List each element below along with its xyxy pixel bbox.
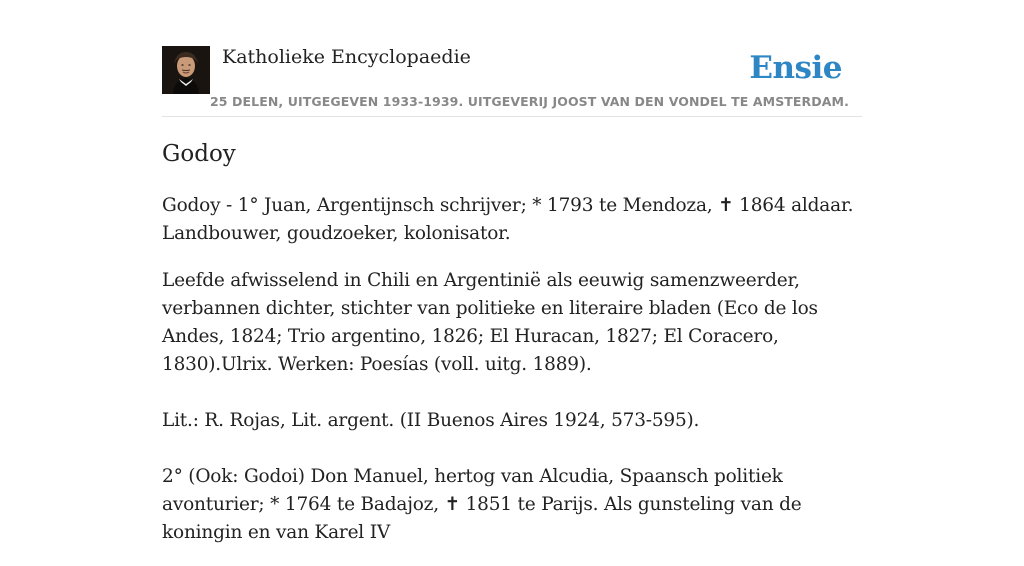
- site-subtitle: 25 DELEN, UITGEGEVEN 1933-1939. UITGEVERIJ JOOST VAN DEN VONDEL TE AMSTERDAM.: [210, 94, 849, 109]
- ensie-logo-link[interactable]: Ensie: [749, 50, 842, 86]
- article-paragraph: Lit.: R. Rojas, Lit. argent. (II Buenos Aires 1924, 573-595).: [162, 410, 700, 431]
- portrait-avatar[interactable]: [162, 46, 210, 94]
- article-paragraph: 2° (Ook: Godoi) Don Manuel, hertog van Alcudia, Spaansch politiek avonturier; * 1764 te Badajoz, ✝ 1851 te Parijs. Als gunsteling van de koningin en van Karel IV: [162, 466, 802, 543]
- article-paragraph: Leefde afwisselend in Chili en Argentinië als eeuwig samenzweerder, verbannen dichter, stichter van politieke en literaire bladen (Eco de los Andes, 1824; Trio argentino, 1826; El Huracan, 1827; El Coracero, 1830).Ulrix. Werken: Poesías (voll. uitg. 1889).: [162, 270, 818, 375]
- site-title-link[interactable]: Katholieke Encyclopaedie: [222, 46, 471, 68]
- article-title: Godoy: [162, 141, 236, 167]
- site-header: [162, 46, 862, 117]
- article: [162, 136, 862, 566]
- portrait-icon: [162, 46, 210, 94]
- article-paragraph: Godoy - 1° Juan, Argentijnsch schrijver; * 1793 te Mendoza, ✝ 1864 aldaar. Landbouwer, goudzoeker, kolonisator.: [162, 195, 854, 244]
